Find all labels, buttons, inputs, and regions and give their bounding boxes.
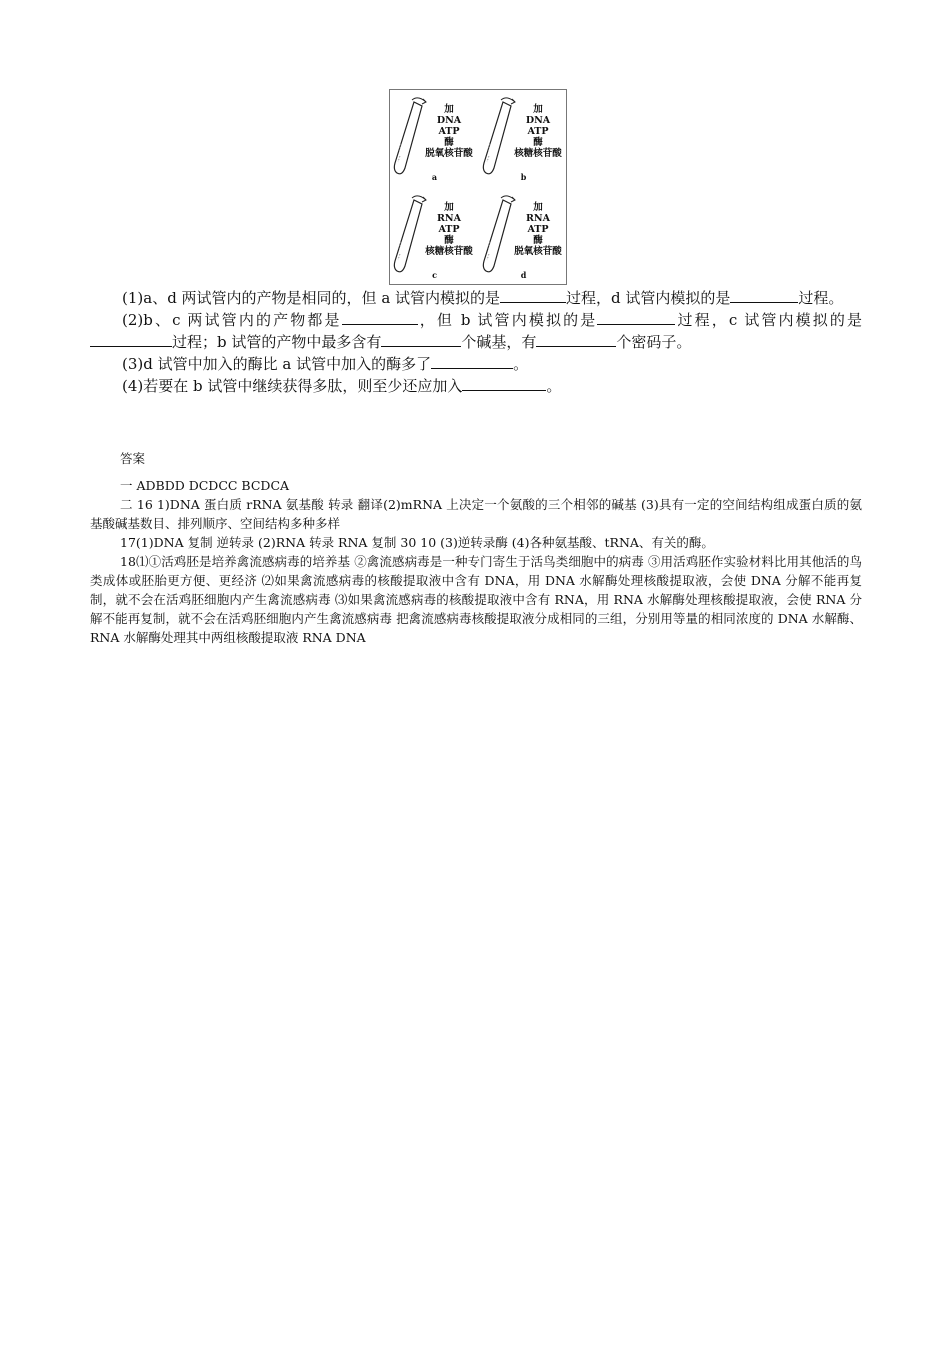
question-text: (3)d 试管中加入的酶比 a 试管中加入的酶多了 xyxy=(122,355,432,373)
tube-letter: c xyxy=(432,270,437,280)
question-text: ，但 b 试管内模拟的是 xyxy=(417,311,598,329)
tube-label: 酶 xyxy=(533,137,543,148)
tube-label: 脱氧核苷酸 xyxy=(425,148,473,159)
tube-label: 酶 xyxy=(444,235,454,246)
answer-blank[interactable] xyxy=(730,287,798,303)
question-block xyxy=(90,287,862,397)
question-1 xyxy=(90,287,862,309)
question-text: (1)a、d 两试管内的产物是相同的，但 a 试管内模拟的是 xyxy=(122,289,501,307)
tube-b-labels xyxy=(509,104,567,159)
question-3 xyxy=(90,353,862,375)
answer-section xyxy=(90,449,862,647)
question-4 xyxy=(90,375,862,397)
answer-17: 17(1)DNA 复制 逆转录 (2)RNA 转录 RNA 复制 30 10 (3)逆转录酶 (4)各种氨基酸、tRNA、有关的酶。 xyxy=(120,535,714,550)
question-text: 过程，d 试管内模拟的是 xyxy=(566,289,731,307)
tube-c-labels xyxy=(420,202,478,257)
answer-part-1: 一 ADBDD DCDCC BCDCA xyxy=(120,478,290,493)
tube-label: DNA xyxy=(525,115,551,126)
tube-label: 加 xyxy=(533,202,543,213)
answer-blank[interactable] xyxy=(500,287,566,303)
answer-blank[interactable] xyxy=(381,331,461,347)
tube-label: DNA xyxy=(436,115,462,126)
answer-heading: 答案 xyxy=(120,451,146,466)
tube-label: RNA xyxy=(526,213,550,224)
question-text: 个碱基，有 xyxy=(461,333,537,351)
tube-label: 加 xyxy=(444,104,454,115)
tube-b xyxy=(479,90,568,188)
question-text: 。 xyxy=(546,377,562,395)
tube-label: 加 xyxy=(444,202,454,213)
tube-label: 酶 xyxy=(533,235,543,246)
answer-blank[interactable] xyxy=(431,353,513,369)
tube-label: 酶 xyxy=(444,137,454,148)
tube-d xyxy=(479,188,568,286)
question-text: 过程，c 试管内模拟的是 xyxy=(675,311,863,329)
tube-label: 核糖核苷酸 xyxy=(425,246,473,257)
tube-d-labels xyxy=(509,202,567,257)
question-text: 个密码子。 xyxy=(616,333,692,351)
test-tube-figure xyxy=(389,89,567,285)
question-text: (2)b、c 两试管内的产物都是 xyxy=(122,311,342,329)
tube-letter: d xyxy=(520,270,527,280)
question-text: 。 xyxy=(513,355,529,373)
tube-a-labels xyxy=(420,104,478,159)
tube-label: ATP xyxy=(527,224,549,235)
tube-label: 核糖核苷酸 xyxy=(514,148,562,159)
answer-blank[interactable] xyxy=(462,375,546,391)
answer-blank[interactable] xyxy=(597,309,675,325)
answer-blank[interactable] xyxy=(536,331,616,347)
tube-letter: a xyxy=(431,172,438,182)
tube-label: ATP xyxy=(438,224,460,235)
tube-label: 加 xyxy=(533,104,543,115)
answer-part-2: 二 16 1)DNA 蛋白质 rRNA 氨基酸 转录 翻译(2)mRNA 上决定一个氨酸的三个相邻的碱基 (3)具有一定的空间结构组成蛋白质的氨基酸碱基数目、排列顺序、空间结构多种多样 xyxy=(90,497,862,531)
tube-label: 脱氧核苷酸 xyxy=(514,246,562,257)
answer-blank[interactable] xyxy=(90,331,172,347)
tube-label: ATP xyxy=(438,126,460,137)
tube-a xyxy=(390,90,479,188)
question-text: 过程。 xyxy=(798,289,844,307)
question-2 xyxy=(90,309,862,353)
tube-label: ATP xyxy=(527,126,549,137)
question-text: 过程；b 试管的产物中最多含有 xyxy=(172,333,382,351)
tube-label: RNA xyxy=(437,213,461,224)
tube-letter: b xyxy=(520,172,527,182)
tube-c xyxy=(390,188,479,286)
answer-blank[interactable] xyxy=(342,309,418,325)
question-text: (4)若要在 b 试管中继续获得多肽，则至少还应加入 xyxy=(122,377,463,395)
answer-18: 18⑴①活鸡胚是培养禽流感病毒的培养基 ②禽流感病毒是一种专门寄生于活鸟类细胞中的病毒 ③用活鸡胚作实验材料比用其他活的鸟类成体或胚胎更方便、更经济 ⑵如果禽流感病毒的核酸提取液中含有 DNA，用 DNA 水解酶处理核酸提取液，会使 DNA 分解不能再复制，就不会在活鸡胚细胞内产生禽流感病毒 ⑶如果禽流感病毒的核酸提取液中含有 RNA，用 RNA 水解酶处理核酸提取液，会使 RNA 分解不能再复制，就不会在活鸡胚细胞内产生禽流感病毒 把禽流感病毒核酸提取液分成相同的三组，分别用等量的相同浓度的 DNA 水解酶、RNA 水解酶处理其中两组核酸提取液 RNA DNA xyxy=(90,554,862,645)
